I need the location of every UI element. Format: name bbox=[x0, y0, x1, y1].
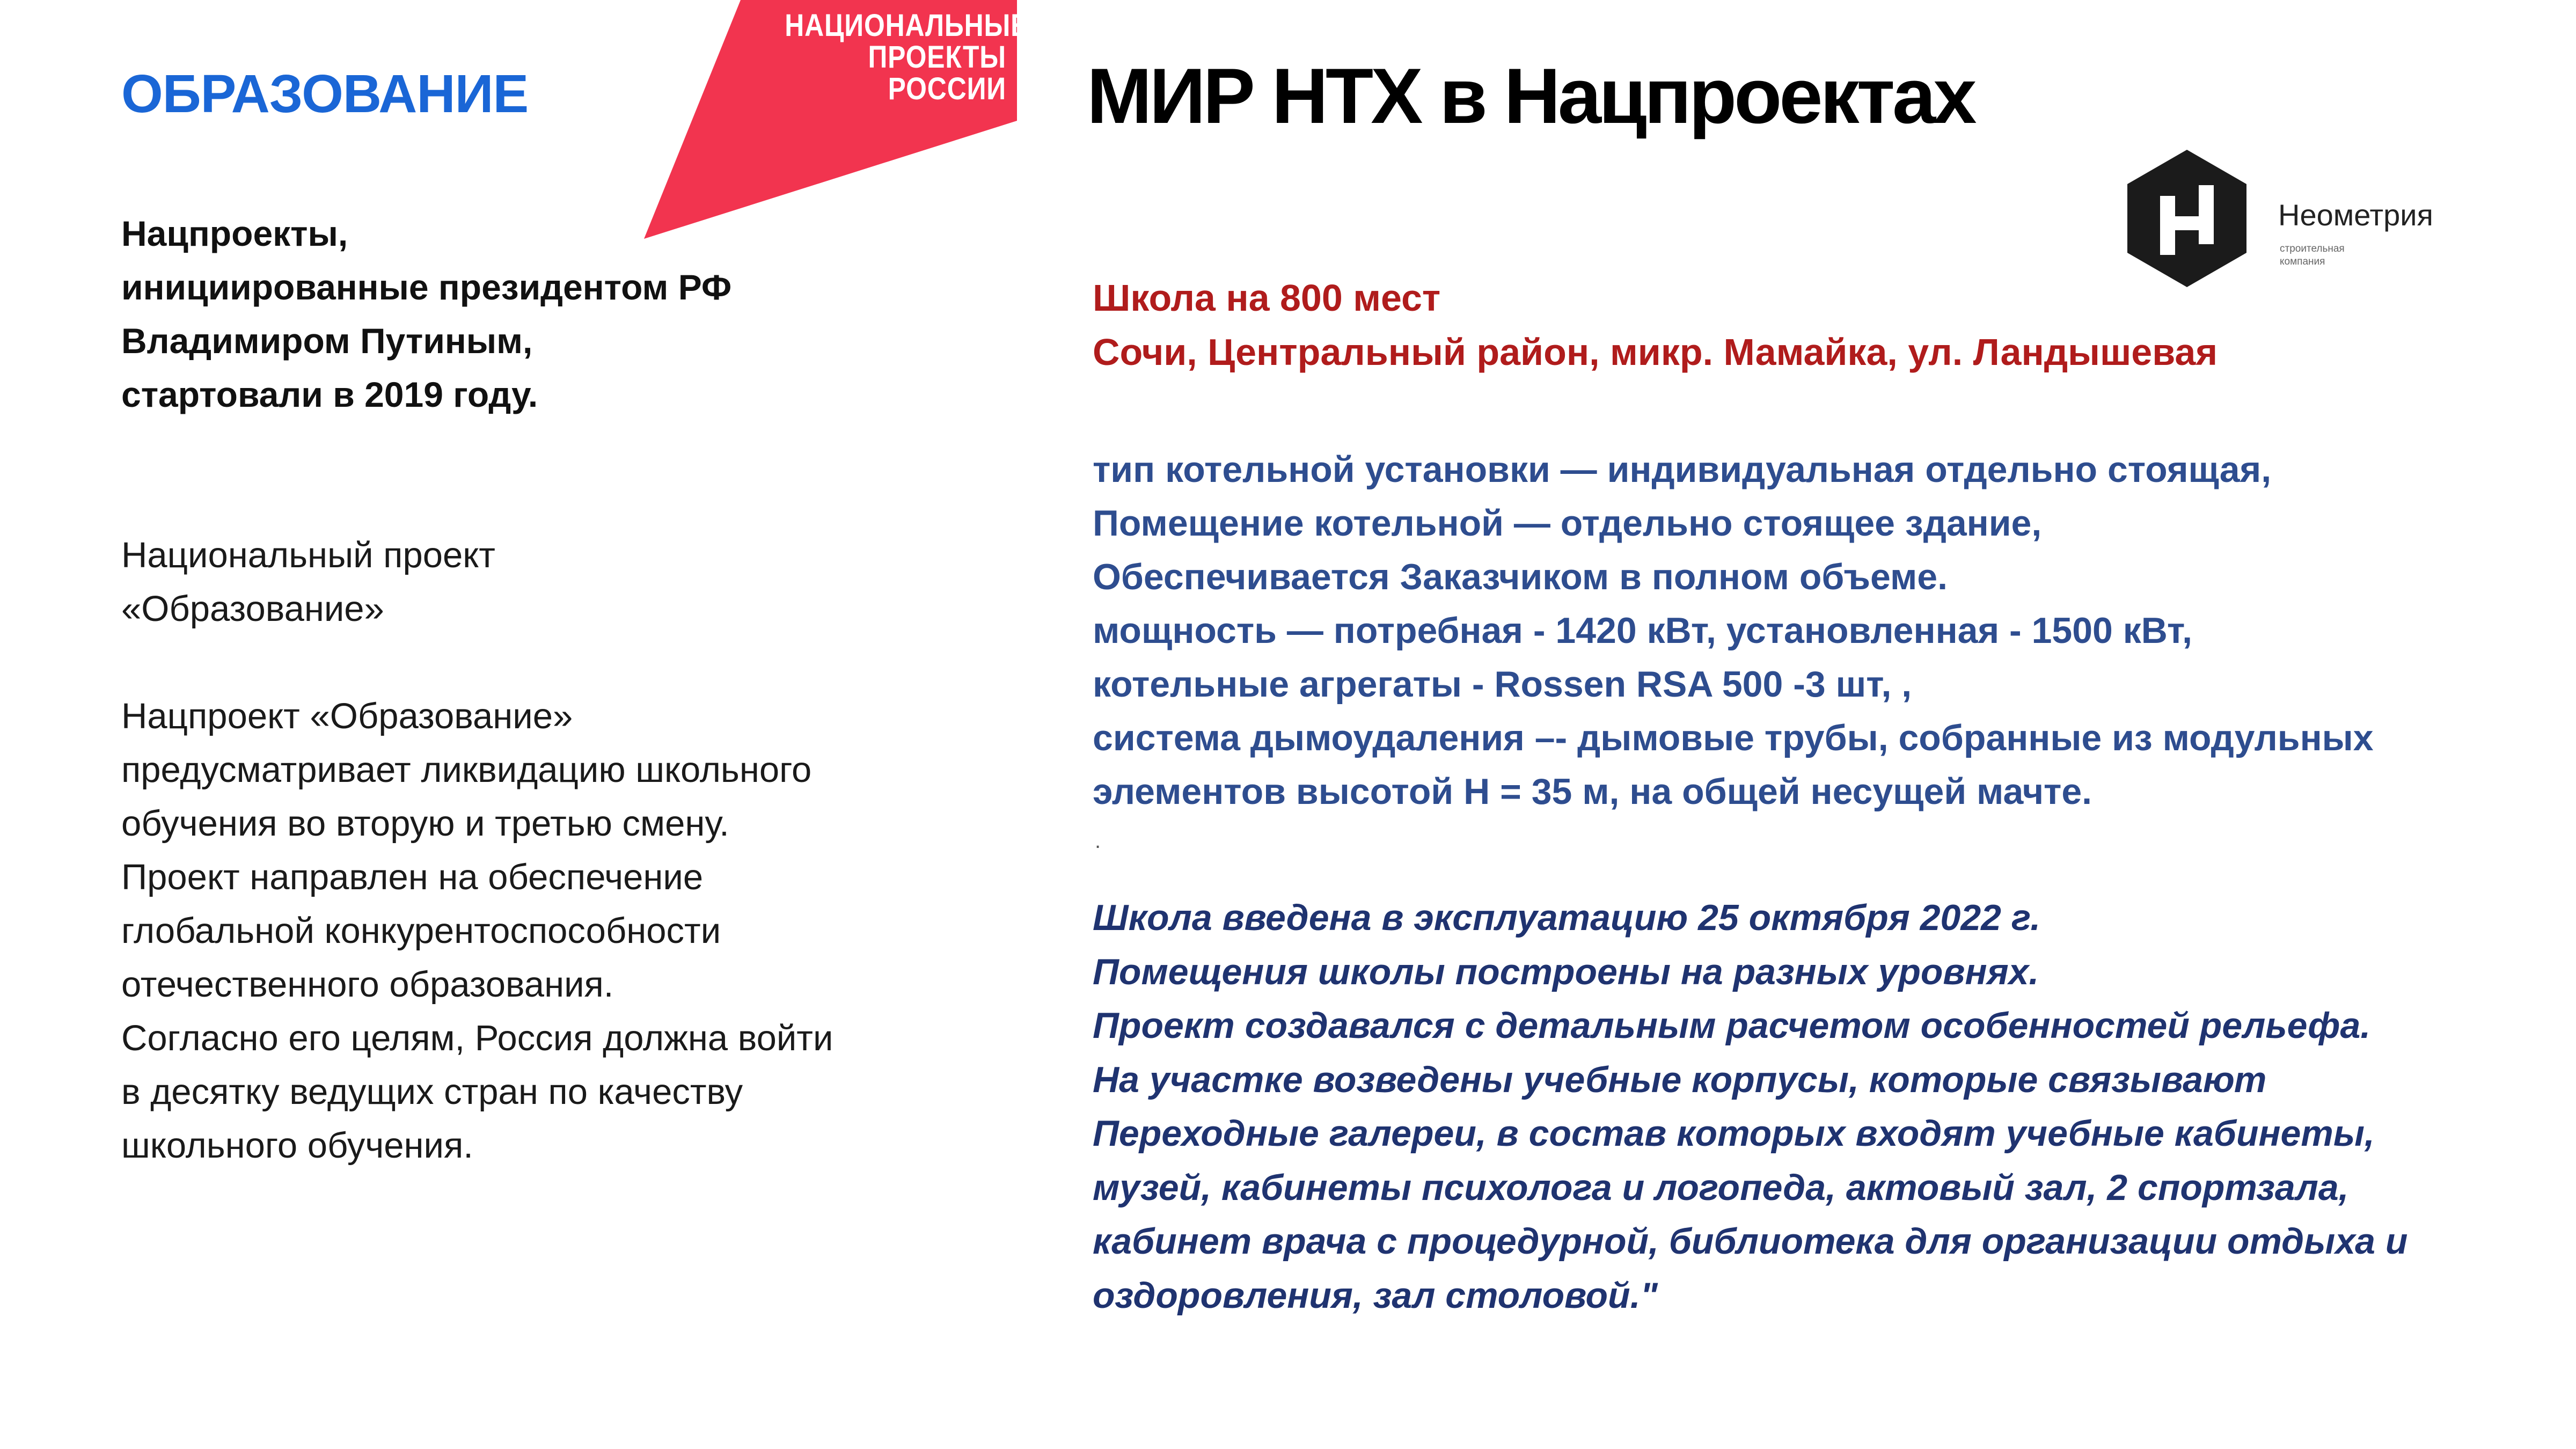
description-line: отечественного образования. bbox=[121, 964, 614, 1005]
boiler-specs bbox=[1093, 443, 2542, 818]
opening-line: Переходные галереи, в состав которых входят учебные кабинеты, bbox=[1093, 1113, 2375, 1154]
description-line: Проект направлен на обеспечение bbox=[121, 857, 704, 897]
logo-text-line: НАЦИОНАЛЬНЫЕ bbox=[785, 8, 1029, 43]
company-name: Неометрия bbox=[2278, 198, 2433, 232]
opening-line: кабинет врача с процедурной, библиотека для организации отдыха и bbox=[1093, 1221, 2408, 1262]
opening-line: музей, кабинеты психолога и логопеда, актовый зал, 2 спортзала, bbox=[1093, 1167, 2349, 1208]
spec-line: мощность — потребная - 1420 кВт, установленная - 1500 кВт, bbox=[1093, 610, 2193, 651]
description-line: Нацпроект «Образование» bbox=[121, 696, 573, 736]
school-line: Школа на 800 мест bbox=[1093, 277, 1441, 319]
intro-line: Владимиром Путиным, bbox=[121, 321, 533, 361]
opening-line: На участке возведены учебные корпусы, которые связывают bbox=[1093, 1059, 2267, 1100]
spec-line: Обеспечивается Заказчиком в полном объеме. bbox=[1093, 557, 1948, 597]
spec-line: котельные агрегаты - Rossen RSA 500 -3 шт, , bbox=[1093, 664, 1912, 705]
opening-line: Проект создавался с детальным расчетом особенностей рельефа. bbox=[1093, 1005, 2371, 1046]
intro-line: инициированные президентом РФ bbox=[121, 267, 732, 307]
logo-text-line: ПРОЕКТЫ bbox=[868, 40, 1006, 75]
spec-line: система дымоудаления –- дымовые трубы, собранные из модульных bbox=[1093, 718, 2374, 758]
intro-line: Нацпроекты, bbox=[121, 214, 348, 253]
description-line: в десятку ведущих стран по качеству bbox=[121, 1072, 743, 1112]
spec-line: Помещение котельной — отдельно стоящее здание, bbox=[1093, 503, 2042, 544]
description-line: Согласно его целям, Россия должна войти bbox=[121, 1018, 833, 1058]
separator-dot: . bbox=[1095, 829, 1101, 853]
national-projects-logo-text bbox=[785, 8, 1029, 106]
intro-line: стартовали в 2019 году. bbox=[121, 375, 538, 414]
page-title: МИР НТХ в Нацпроектах bbox=[1087, 52, 1974, 140]
national-project-description bbox=[121, 690, 1001, 1173]
national-project-heading bbox=[121, 529, 980, 636]
description-line: глобальной конкурентоспособности bbox=[121, 911, 721, 951]
company-subtitle bbox=[2280, 243, 2387, 268]
description-line: предусматривает ликвидацию школьного bbox=[121, 750, 812, 790]
school-opening-description bbox=[1093, 891, 2563, 1322]
opening-line: Школа введена в эксплуатацию 25 октября 2022 г. bbox=[1093, 897, 2041, 938]
opening-line: оздоровления, зал столовой." bbox=[1093, 1275, 1658, 1316]
national-project-line: «Образование» bbox=[121, 589, 384, 629]
spec-line: элементов высотой Н = 35 м, на общей несущей мачте. bbox=[1093, 771, 2092, 812]
company-subtitle-line: компания bbox=[2280, 256, 2325, 267]
description-line: школьного обучения. bbox=[121, 1125, 473, 1166]
national-project-line: Национальный проект bbox=[121, 535, 495, 575]
opening-line: Помещения школы построены на разных уровнях. bbox=[1093, 951, 2039, 992]
section-title: ОБРАЗОВАНИЕ bbox=[121, 64, 529, 124]
school-line: Сочи, Центральный район, микр. Мамайка, ул. Ландышевая bbox=[1093, 331, 2218, 373]
school-heading bbox=[1093, 271, 2218, 379]
logo-text-line: РОССИИ bbox=[888, 71, 1006, 106]
spec-line: тип котельной установки — индивидуальная отдельно стоящая, bbox=[1093, 449, 2272, 490]
company-subtitle-line: строительная bbox=[2280, 243, 2345, 254]
description-line: обучения во вторую и третью смену. bbox=[121, 803, 729, 844]
